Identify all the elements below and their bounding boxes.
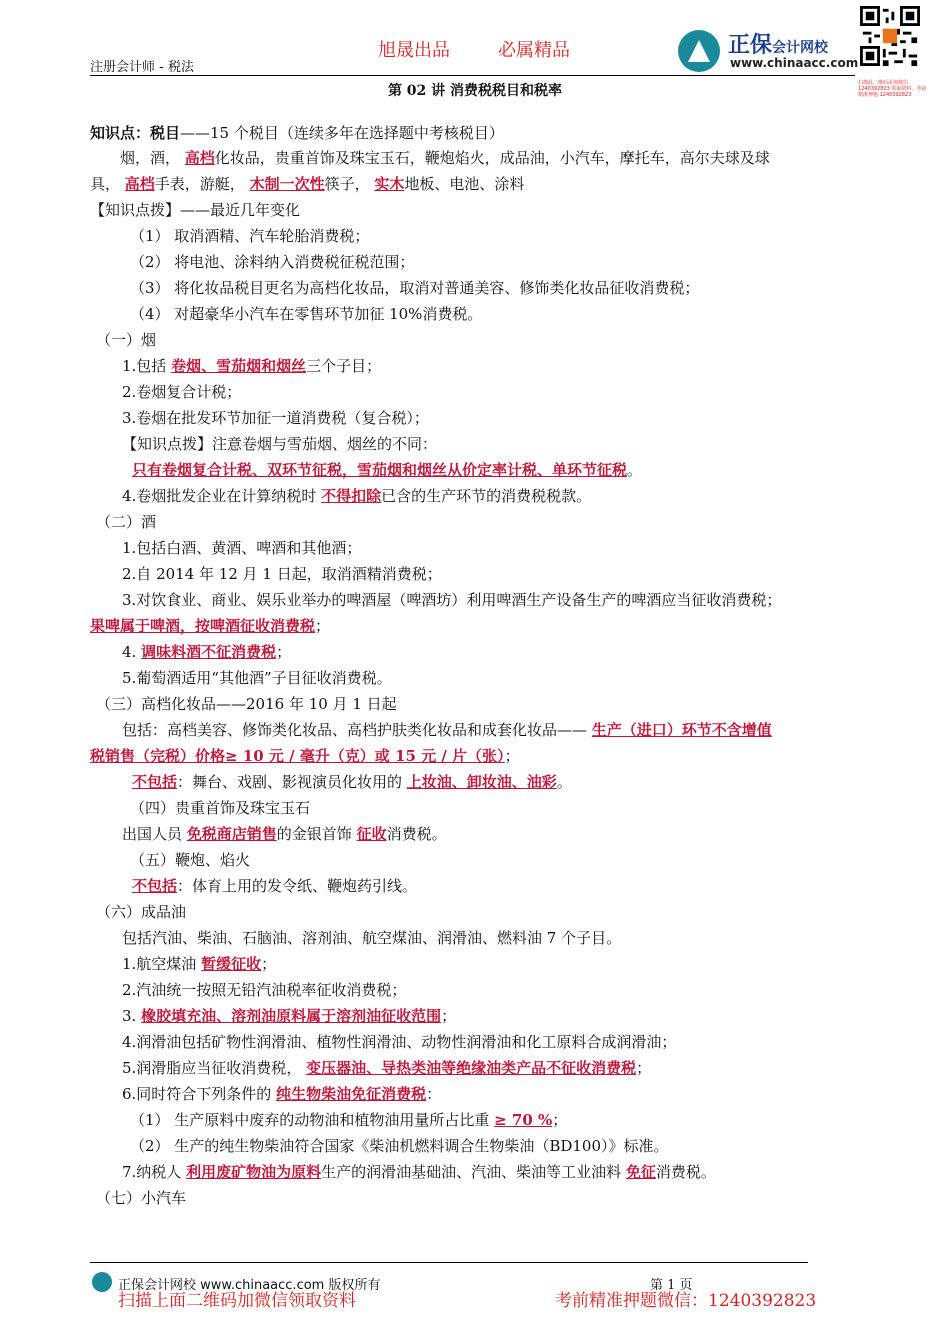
text-line [122,668,392,688]
plain-text: 5.葡萄酒适用“其他酒”子目征收消费税。 [122,669,392,687]
plain-text: （1） 取消酒精、汽车轮胎消费税； [130,227,370,245]
plain-text: 筷子， [324,175,375,193]
plain-text: 4. [122,643,142,661]
plain-text: 的金银首饰 [276,825,357,843]
footer-promo-right: 考前精准押题微信：1240392823 [555,1291,817,1311]
emphasis-text: 纯生物柴油免征消费税 [276,1085,427,1103]
emphasis-text: 生产（进口）环节不含增值 [591,721,772,739]
plain-text: ； [504,747,520,765]
plain-text: 包括：高档美容、修饰类化妆品、高档护肤类化妆品和成套化妆品—— [122,721,592,739]
plain-text: 烟，酒， [120,149,185,167]
text-line [122,720,772,740]
text-line [130,850,250,870]
text-line [90,616,330,636]
emphasis-text: 税销售（完税）价格≥ 10 元 / 毫升（克）或 15 元 / 片（张） [90,747,505,765]
plain-text: ； [441,1007,457,1025]
plain-text: 生产的润滑油基础油、汽油、柴油等工业油料 [321,1163,626,1181]
emphasis-text: 实木 [374,175,405,193]
plain-text: （4） 对超豪华小汽车在零售环节加征 10%消费税。 [130,305,483,323]
page-title: 第 02 讲 消费税税目和税率 [387,83,563,99]
plain-text: 1.航空煤油 [122,955,202,973]
text-line [90,746,520,766]
plain-text: 1.包括 [122,357,172,375]
qr-code-icon [860,6,920,66]
plain-text: 1.包括白酒、黄酒、啤酒和其他酒； [122,539,362,557]
text-line [122,642,291,662]
plain-text: 【知识点拨】注意卷烟与雪茄烟、烟丝的不同： [122,435,438,453]
chinaacc-logo[interactable] [678,28,858,72]
emphasis-text: 征收 [356,825,387,843]
plain-text: 。 [556,773,572,791]
logo-url: www.chinaacc.com [730,56,859,70]
plain-text: 手表，游艇， [154,175,250,193]
knowledge-point-label: 知识点：税目 [90,124,181,142]
page-number: 第 1 页 [650,1278,693,1293]
text-line [122,486,591,506]
text-line [122,356,381,376]
text-line [130,278,699,298]
plain-text: 3.对饮食业、商业、娱乐业举办的啤酒屋（啤酒坊）利用啤酒生产设备生产的啤酒应当征收消费税； [122,591,782,609]
text-line [90,200,300,220]
plain-text: （2） 生产的纯生物柴油符合国家《柴油机燃料调合生物柴油（BD100）》标准。 [130,1137,669,1155]
logo-name: 正保会计网校 [728,33,829,58]
plain-text: 5.润滑脂应当征收消费税， [122,1059,307,1077]
text-line [122,1058,651,1078]
text-line [120,148,770,168]
plain-text: 7.纳税人 [122,1163,187,1181]
plain-text: ： [426,1085,442,1103]
plain-text: 消费税。 [655,1163,716,1181]
plain-text: 消费税。 [386,825,447,843]
plain-text: 。 [627,461,643,479]
emphasis-text: 高档 [124,175,155,193]
footer-copyright: 正保会计网校 www.chinaacc.com 版权所有 [118,1278,381,1293]
plain-text: ：舞台、戏剧、影视演员化妆用的 [177,773,407,791]
plain-text: 包括汽油、柴油、石脑油、溶剂油、航空煤油、润滑油、燃料油 7 个子目。 [122,929,622,947]
emphasis-text: 橡胶填充油、溶剂油原料属于溶剂油征收范围 [141,1007,442,1025]
text-line [122,1084,441,1104]
plain-text: 出国人员 [122,825,187,843]
text-line [96,694,397,714]
text-line [122,928,621,948]
emphasis-text: 调味料酒不征消费税 [141,643,277,661]
text-line [122,408,429,428]
emphasis-text: 上妆油、卸妆油、油彩 [406,773,557,791]
plain-text: （六）成品油 [96,903,187,921]
text-line [130,1136,669,1156]
plain-text: 6.同时符合下列条件的 [122,1085,277,1103]
emphasis-text: ≥ 70 % [494,1111,553,1129]
plain-text: ——15 个税目（连续多年在选择题中考核税目） [180,124,504,142]
plain-text: 地板、电池、涂料 [404,175,525,193]
plain-text: 2.卷烟复合计税； [122,383,242,401]
text-line [122,434,437,454]
plain-text: 2.自 2014 年 12 月 1 日起，取消酒精消费税； [122,565,442,583]
text-line [122,1032,676,1052]
text-line [130,798,310,818]
text-line [122,824,447,844]
plain-text: 【知识点拨】——最近几年变化 [90,201,301,219]
plain-text: 4.润滑油包括矿物性润滑油、植物性润滑油、动物性润滑油和化工原料合成润滑油； [122,1033,677,1051]
plain-text: （四）贵重首饰及珠宝玉石 [130,799,311,817]
emphasis-text: 只有卷烟复合计税、双环节征税，雪茄烟和烟丝从价定率计税、单环节征税 [132,461,628,479]
emphasis-text: 高档 [184,149,215,167]
plain-text: ； [315,617,331,635]
text-line [96,330,156,350]
text-line [122,564,442,584]
text-line [96,512,156,532]
text-line [96,902,186,922]
plain-text: 三个子目； [306,357,382,375]
header-slogan-1: 旭晟出品 [378,40,450,61]
emphasis-text: 变压器油、导热类油等绝缘油类产品不征收消费税 [306,1059,637,1077]
plain-text: （二）酒 [96,513,157,531]
plain-text: （七）小汽车 [96,1189,187,1207]
plain-text: 4.卷烟批发企业在计算纳税时 [122,487,322,505]
plain-text: ； [261,955,277,973]
plain-text: 已含的生产环节的消费税税款。 [381,487,592,505]
footer-promo-left: 扫描上面二维码加微信领取资料 [118,1291,356,1311]
plain-text: 具， [90,175,125,193]
text-line [122,1006,456,1026]
footer-logo-icon [92,1272,112,1292]
header-subject: 注册会计师 - 税法 [90,60,194,75]
text-line [122,382,241,402]
text-line [130,226,369,246]
plain-text: 3. [122,1007,142,1025]
text-line [130,304,482,324]
emphasis-text: 果啤属于啤酒，按啤酒征收消费税 [90,617,316,635]
plain-text: ：体育上用的发令纸、鞭炮药引线。 [177,877,418,895]
text-line [122,590,781,610]
text-line [90,174,524,194]
logo-circle-icon [678,30,720,72]
plain-text: 2.汽油统一按照无铅汽油税率征收消费税； [122,981,407,999]
plain-text: 化妆品，贵重首饰及珠宝玉石，鞭炮焰火，成品油，小汽车，摩托车，高尔夫球及球 [214,149,770,167]
text-line [96,1188,186,1208]
plain-text: ； [636,1059,652,1077]
plain-text: （三）高档化妆品——2016 年 10 月 1 日起 [96,695,397,713]
text-line [130,1110,567,1130]
plain-text: 3.卷烟在批发环节加征一道消费税（复合税）； [122,409,429,427]
plain-text: ； [276,643,292,661]
text-line [122,954,276,974]
footer-divider [90,1262,808,1263]
text-line [132,460,642,480]
text-line [122,1162,716,1182]
emphasis-text: 利用废矿物油为原料 [186,1163,322,1181]
header-slogan-2: 必属精品 [498,40,570,61]
emphasis-text: 木制一次性 [249,175,325,193]
plain-text: （五）鞭炮、焰火 [130,851,251,869]
plain-text: ； [552,1111,568,1129]
text-line [122,980,406,1000]
text-line [132,876,417,896]
text-line [122,538,361,558]
emphasis-text: 不得扣除 [321,487,382,505]
emphasis-text: 免税商店销售 [186,825,277,843]
text-line [130,252,414,272]
plain-text: （1） 生产原料中废弃的动物油和植物油用量所占比重 [130,1111,495,1129]
plain-text: （2） 将电池、涂料纳入消费税征税范围； [130,253,415,271]
emphasis-text: 暂缓征收 [201,955,262,973]
emphasis-text: 卷烟、雪茄烟和烟丝 [171,357,307,375]
emphasis-text: 不包括 [132,877,178,895]
plain-text: （3） 将化妆品税目更名为高档化妆品，取消对普通美容、修饰类化妆品征收消费税； [130,279,700,297]
qr-caption: 扫描此二维码添加微信 1240392823 领取资料，考前精准押题 1240392823 [858,80,927,98]
header-divider [90,75,855,76]
text-line [132,772,572,792]
text-line [90,123,504,143]
emphasis-text: 不包括 [132,773,178,791]
plain-text: （一）烟 [96,331,157,349]
emphasis-text: 免征 [625,1163,656,1181]
